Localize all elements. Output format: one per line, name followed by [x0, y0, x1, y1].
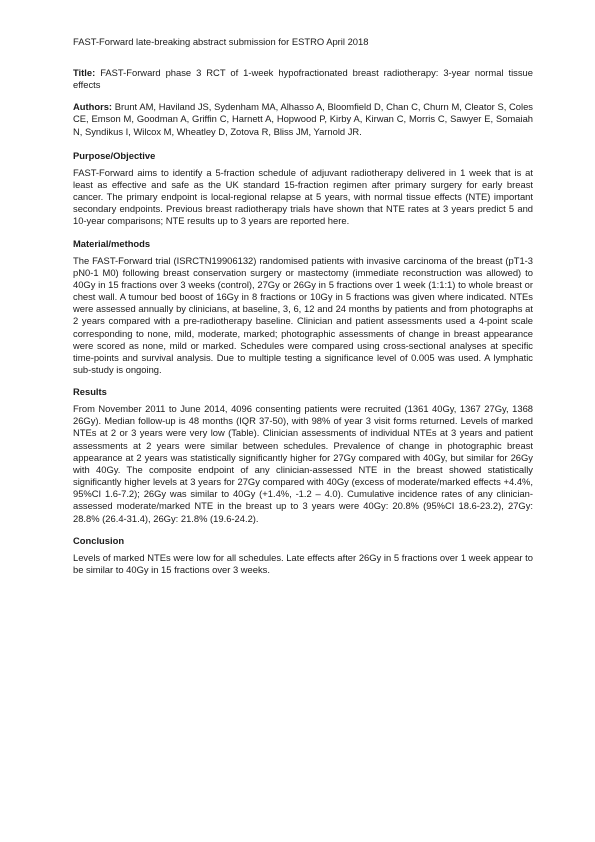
- section-body: FAST-Forward aims to identify a 5-fraction schedule of adjuvant radiotherapy delivered in 1 week that is at least as effective and safe as the UK standard 15-fraction regimen after primary surgery for early breast cancer. The primary endpoint is local-regional relapse at 5 years, with normal tissue effects (NTE) important secondary endpoints. Previous breast radiotherapy trials have shown that NTE rates at 3 years predict 5 and 10-year comparisons; NTE results up to 3 years are reported here.: [73, 166, 533, 227]
- title-paragraph: [73, 67, 533, 91]
- title-label: Title:: [73, 67, 96, 78]
- section-results: [73, 386, 533, 525]
- section-heading: Material/methods: [73, 237, 151, 249]
- title-text: FAST-Forward phase 3 RCT of 1-week hypofractionated breast radiotherapy: 3-year normal tissue effects: [73, 67, 533, 91]
- section-purpose: [73, 150, 533, 228]
- authors-paragraph: [73, 101, 533, 137]
- section-methods: [73, 238, 533, 377]
- authors-text: Brunt AM, Haviland JS, Sydenham MA, Alhasso A, Bloomfield D, Chan C, Churn M, Cleator S, Coles CE, Emson M, Goodman A, Griffin C, Harnett A, Hopwood P, Kirby A, Kirwan C, Morris C, Sawyer E, Somaiah N, Syndikus I, Wilcox M, Wheatley D, Zotova R, Bliss JM, Yarnold JR.: [73, 101, 533, 137]
- authors-label: Authors:: [73, 101, 113, 113]
- section-heading: Purpose/Objective: [73, 149, 156, 161]
- section-conclusion: [73, 535, 533, 576]
- document-header: FAST-Forward late-breaking abstract submission for ESTRO April 2018: [73, 36, 369, 47]
- section-body: Levels of marked NTEs were low for all schedules. Late effects after 26Gy in 5 fractions over 1 week appear to be similar to 40Gy in 15 fractions over 3 weeks.: [73, 551, 533, 575]
- section-body: The FAST-Forward trial (ISRCTN19906132) randomised patients with invasive carcinoma of the breast (pT1-3 pN0-1 M0) following breast conservation surgery or mastectomy (immediate reconstruction was allowed) to 40Gy in 15 fractions over 3 weeks (control), 27Gy or 26Gy in 5 fractions over 1 week (1:1:1) to whole breast or chest wall. A tumour bed boost of 16Gy in 8 fractions or 10Gy in 5 fractions was given where indicated. NTEs were assessed annually by clinicians, at baseline, 3, 6, 12 and 24 months by patients and from photographs at 2 years compared with a pre-radiotherapy baseline. Clinician and patient assessments used a 4-point scale corresponding to none, mild, moderate, marked; photographic assessments of change in breast appearance were scored as none, mild or marked. Schedules were compared using cross-sectional analyses at specific time-points and survival analysis. Due to multiple testing a significance level of 0.005 was used. A lymphatic sub-study is ongoing.: [73, 254, 533, 375]
- section-body: From November 2011 to June 2014, 4096 consenting patients were recruited (1361 40Gy, 1367 27Gy, 1368 26Gy). Median follow-up is 48 months (IQR 37-50), with 98% of year 3 visit forms returned. Levels of marked NTEs at 2 or 3 years were very low (Table). Clinician assessments of individual NTEs at 3 years and patient assessments at 2 years were similar between schedules. Prevalence of change in photographic breast appearance at 2 years was statistically significantly higher for 27Gy compared with 40Gy, but similar for 26Gy with 40Gy. The composite endpoint of any clinician-assessed NTE in the breast showed statistically significantly higher levels at 3 years for 27Gy compared with 40Gy (excess of moderate/marked effects +4.4%, 95%CI 1.6-7.2); 26Gy was similar to 40Gy (+1.4%, -1.2 – 4.0). Cumulative incidence rates of any clinician-assessed moderate/marked NTE in the breast up to 3 years were 40Gy: 20.8% (95%CI 18.6-23.2), 27Gy: 28.8% (26.4-31.4), 26Gy: 21.8% (19.6-24.2).: [73, 403, 533, 524]
- section-heading: Results: [73, 386, 107, 398]
- section-heading: Conclusion: [73, 534, 125, 546]
- document-page: [73, 36, 533, 586]
